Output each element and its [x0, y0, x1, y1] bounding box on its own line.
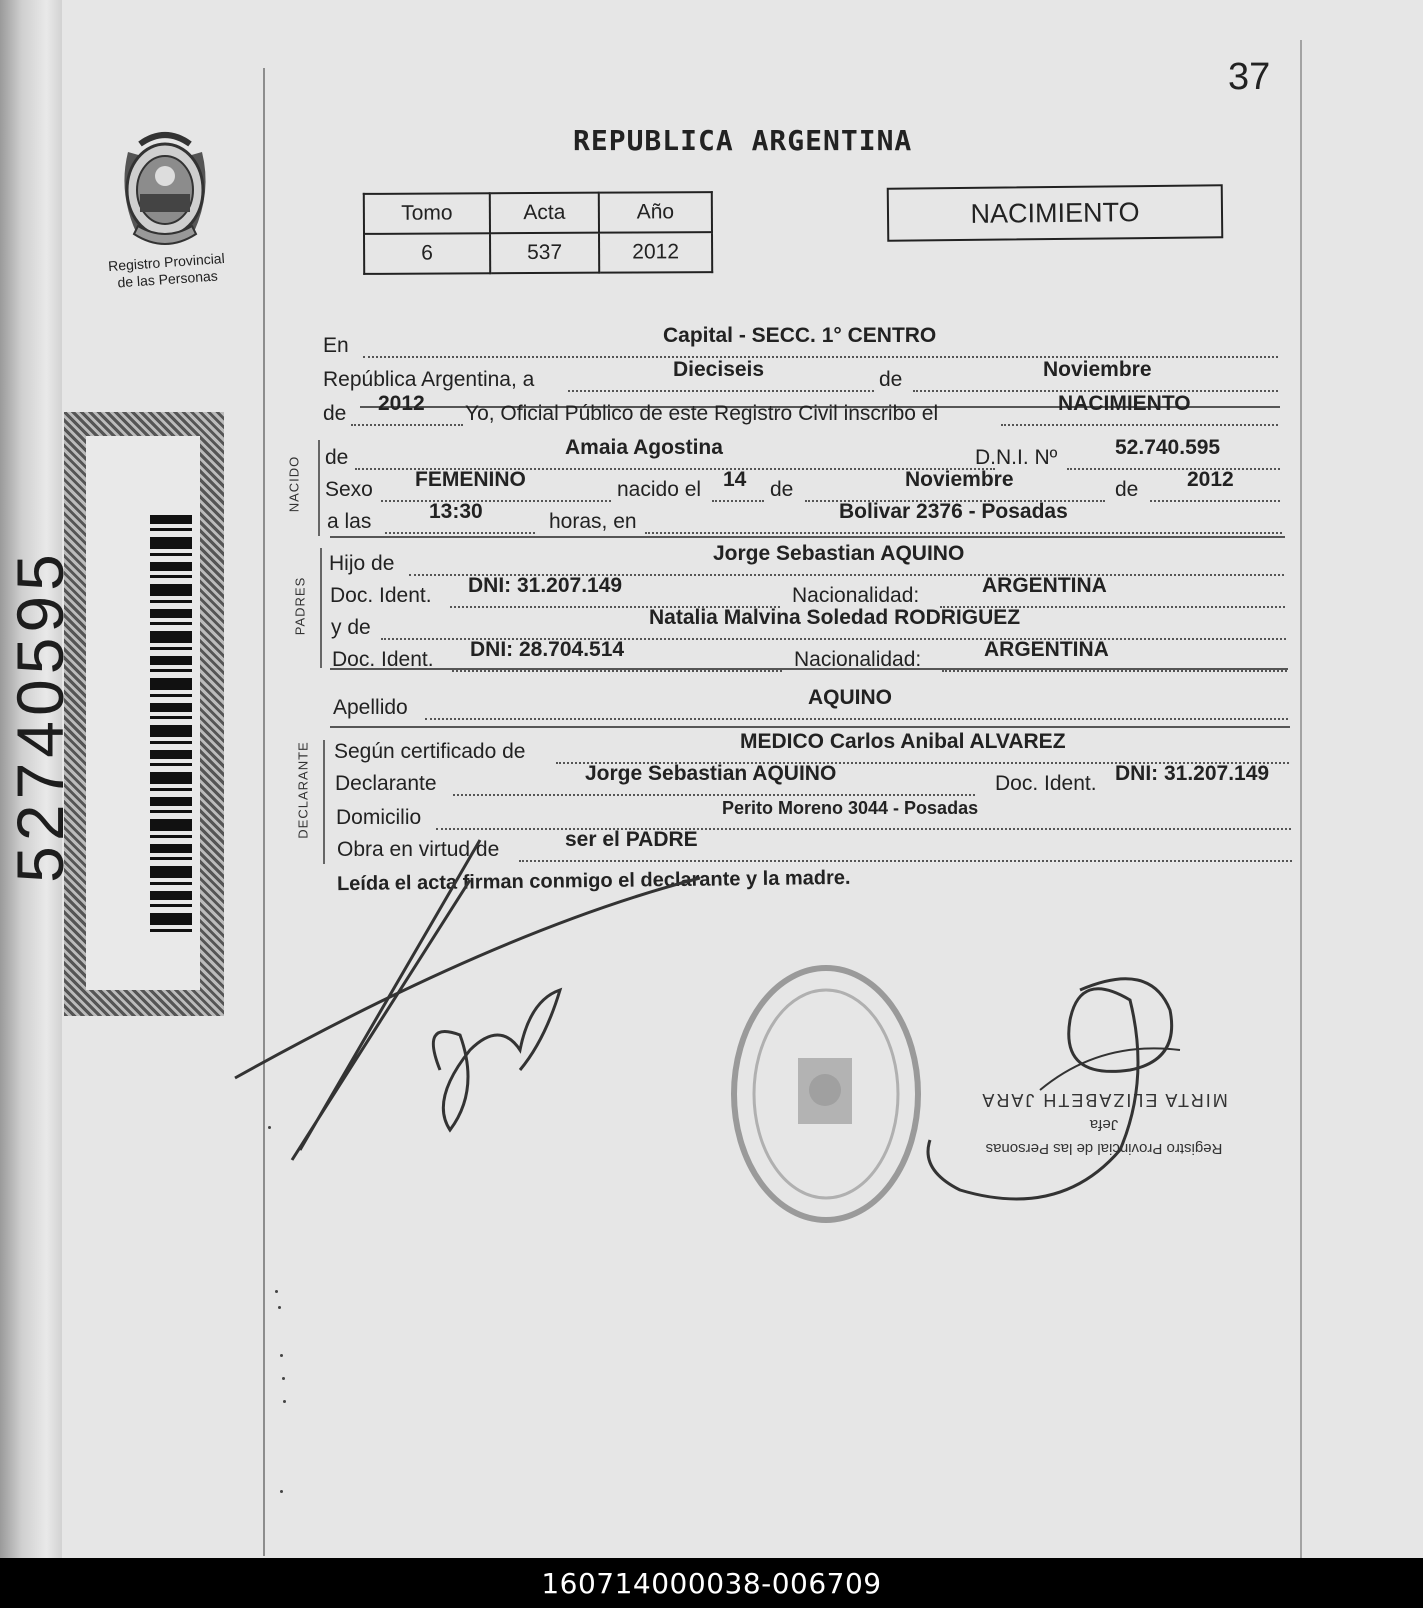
row-madre-doc: [332, 638, 1287, 676]
value-obra: ser el PADRE: [565, 828, 698, 851]
barcode-bars: [150, 515, 192, 935]
row-lugar: [323, 324, 1278, 362]
row-fecha-registro: [323, 358, 1278, 396]
section-bar-nacido: [318, 440, 320, 536]
label-en: En: [323, 334, 349, 357]
value-madre-doc: DNI: 28.704.514: [470, 638, 625, 661]
registry-seal-logo: [108, 122, 222, 258]
official-stamp: [728, 962, 924, 1226]
value-lugar-nacimiento: Bolivar 2376 - Posadas: [839, 500, 1068, 523]
value-hora: 13:30: [429, 500, 483, 523]
label-yo: Yo, Oficial Público de este Registro Civil inscribo el: [465, 402, 939, 425]
label-segun: Según certificado de: [334, 740, 526, 763]
act-type-box: NACIMIENTO: [887, 184, 1224, 242]
header-acta: Acta: [490, 193, 599, 234]
section-bar-declarante: [323, 740, 325, 864]
label-doc-ident: Doc. Ident.: [332, 648, 434, 671]
header-anio: Año: [599, 192, 712, 233]
margin-dot: [278, 1306, 281, 1309]
label-dni: D.N.I. Nº: [975, 446, 1058, 469]
page-edge: [1300, 40, 1302, 1558]
margin-dot: [275, 1290, 278, 1293]
margin-dot: [280, 1490, 283, 1493]
value-padre: Jorge Sebastian AQUINO: [713, 542, 965, 565]
label-a-las: a las: [327, 510, 372, 533]
row-declarante: [335, 762, 1290, 800]
value-declarante-doc: DNI: 31.207.149: [1115, 762, 1270, 785]
label-apellido: Apellido: [333, 696, 408, 719]
value-lugar: Capital - SECC. 1° CENTRO: [663, 324, 937, 347]
row-hora-lugar: [327, 500, 1282, 538]
label-obra: Obra en virtud de: [337, 838, 500, 861]
value-padre-nacionalidad: ARGENTINA: [982, 574, 1107, 597]
caption-line-2: de las Personas: [116, 267, 219, 291]
row-inscripcion: [323, 392, 1278, 430]
caption-line-1: Registro Provincial: [107, 249, 226, 275]
label-republica: República Argentina, a: [323, 368, 535, 391]
label-sexo: Sexo: [325, 478, 373, 501]
value-tomo: 6: [364, 233, 490, 274]
value-dni: 52.740.595: [1115, 436, 1221, 459]
official-office: Registro Provincial de las Personas: [985, 1140, 1223, 1157]
footer-code: 160714000038-006709: [0, 1558, 1423, 1608]
label-doc-ident: Doc. Ident.: [330, 584, 432, 607]
separator: [330, 726, 1290, 728]
value-anio: 2012: [599, 232, 712, 273]
label-declarante: Declarante: [335, 772, 437, 795]
row-apellido: [333, 686, 1288, 724]
margin-dot: [268, 1126, 271, 1129]
label-nacionalidad: Nacionalidad:: [794, 648, 922, 671]
reference-value-row: [364, 232, 712, 274]
value-apellido: AQUINO: [808, 686, 892, 709]
value-acta: 537: [490, 233, 599, 274]
value-madre-nacionalidad: ARGENTINA: [984, 638, 1109, 661]
value-madre: Natalia Malvina Soledad RODRIGUEZ: [649, 606, 1021, 629]
label-y-de: y de: [331, 616, 371, 639]
official-name: MIRTA ELIZABETH JARA: [980, 1090, 1228, 1110]
row-domicilio: [336, 800, 1291, 834]
barcode-number: 52740595: [3, 549, 77, 883]
label-nacionalidad: Nacionalidad:: [792, 584, 920, 607]
barcode-sticker: [64, 412, 224, 1016]
value-dia-nacimiento: 14: [723, 468, 747, 491]
value-dia-registro: Dieciseis: [673, 358, 765, 381]
closing-statement: Leída el acta firman conmigo el declarante y la madre.: [336, 866, 851, 896]
reference-header-row: [364, 192, 712, 234]
label-doc-ident: Doc. Ident.: [995, 772, 1097, 795]
side-label-nacido: NACIDO: [286, 455, 302, 513]
label-de: de: [1115, 478, 1139, 501]
margin-line: [263, 68, 265, 1556]
official-signature-stamp: [976, 1088, 1232, 1160]
row-obra: [337, 828, 1292, 866]
value-anio-registro: 2012: [378, 392, 425, 415]
official-role: Jefa: [1089, 1116, 1119, 1133]
section-bar-padres: [320, 548, 322, 668]
side-label-padres: PADRES: [292, 576, 308, 636]
label-horas-en: horas, en: [549, 510, 637, 533]
label-hijo-de: Hijo de: [329, 552, 395, 575]
margin-dot: [282, 1377, 285, 1380]
label-de: de: [323, 402, 347, 425]
value-mes-nacimiento: Noviembre: [905, 468, 1014, 491]
value-anio-nacimiento: 2012: [1187, 468, 1234, 491]
value-padre-doc: DNI: 31.207.149: [468, 574, 623, 597]
label-nacido-el: nacido el: [617, 478, 702, 501]
side-label-declarante: DECLARANTE: [295, 741, 311, 839]
value-nombre: Amaia Agostina: [565, 436, 723, 459]
value-mes-registro: Noviembre: [1043, 358, 1152, 381]
page-number: 37: [1228, 56, 1271, 98]
value-sexo: FEMENINO: [415, 468, 526, 491]
margin-dot: [283, 1400, 286, 1403]
header-tomo: Tomo: [364, 193, 490, 234]
label-domicilio: Domicilio: [336, 806, 422, 829]
value-domicilio: Perito Moreno 3044 - Posadas: [722, 798, 979, 818]
label-de: de: [325, 446, 349, 469]
label-de: de: [770, 478, 794, 501]
value-declarante: Jorge Sebastian AQUINO: [585, 762, 837, 785]
reference-table: [363, 191, 713, 275]
document-title: REPUBLICA ARGENTINA: [573, 124, 913, 157]
label-de: de: [879, 368, 903, 391]
value-certificado: MEDICO Carlos Anibal ALVAREZ: [740, 730, 1066, 753]
value-tipo-inscripcion: NACIMIENTO: [1058, 392, 1191, 415]
margin-dot: [280, 1354, 283, 1357]
